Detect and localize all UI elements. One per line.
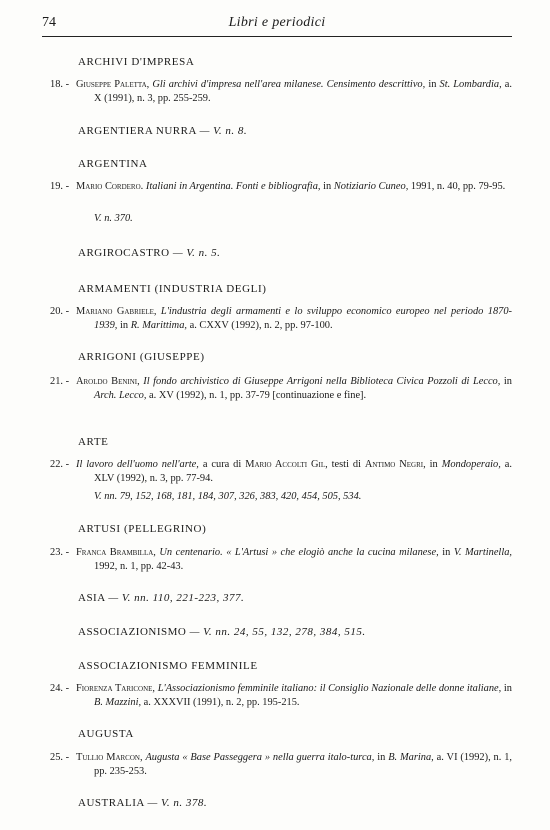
entry-journal: B. Marina,	[388, 752, 434, 763]
bib-entry-24	[50, 682, 512, 710]
entry-number: 24. -	[50, 683, 70, 694]
section-heading: AUGUSTA	[78, 728, 134, 740]
entry-number: 20. -	[50, 306, 70, 317]
section-heading: ARGENTINA	[78, 158, 148, 170]
entry-body: Tullio Marcon, Augusta « Base Passeggera » nella guerra italo-turca, in B. Marina, a. VI (1992), n. 1, pp. 235-253.	[76, 752, 513, 777]
entry-body: Mario Cordero. Italiani in Argentina. Fonti e bibliografia, in Notiziario Cuneo, 1991, n. 40, pp. 79-95.	[76, 181, 506, 192]
cross-reference: ASSOCIAZIONISMO — V. nn. 24, 55, 132, 278, 384, 515.	[78, 626, 366, 638]
section-heading: ARRIGONI (GIUSEPPE)	[78, 351, 205, 363]
entry-details: a. CXXV (1992), n. 2, pp. 97-100.	[189, 320, 333, 331]
entry-editor: Mario Accolti Gil,	[245, 459, 328, 470]
entry-details: a. VI (1992), n. 1, pp. 235-253.	[94, 752, 513, 777]
entry-body: Il lavoro dell'uomo nell'arte, a cura di Mario Accolti Gil, testi di Antimo Negri, in Mondoperaio, a. XLV (1992), n. 3, pp. 77-94.	[76, 459, 513, 484]
entry-body: Aroldo Benini, Il fondo archivistico di Giuseppe Arrigoni nella Biblioteca Civica Pozzoli di Lecco, in Arch. Lecco, a. XV (1992), n. 1, pp. 37-79 [continuazione e fine].	[76, 376, 512, 401]
section-heading: ASSOCIAZIONISMO FEMMINILE	[78, 660, 258, 672]
entry-number: 18. -	[50, 79, 70, 90]
entry-author: Fiorenza Taricone,	[76, 683, 156, 694]
entry-author: Mariano Gabriele,	[76, 306, 157, 317]
bib-entry-21	[50, 375, 512, 403]
see-also: V. n. 370.	[94, 213, 133, 224]
section-heading: ARTE	[78, 436, 109, 448]
bib-entry-23	[50, 546, 512, 574]
entry-body: Fiorenza Taricone, L'Associazionismo femminile italiano: il Consiglio Nazionale delle donne italiane, in B. Mazzini, a. XXXVII (1991), n. 2, pp. 195-215.	[76, 683, 512, 708]
entry-title: Un centenario. « L'Artusi » che elogiò anche la cucina milanese,	[159, 547, 439, 558]
entry-author: Tullio Marcon,	[76, 752, 143, 763]
page-header	[42, 14, 512, 37]
entry-title: Il fondo archivistico di Giuseppe Arrigoni nella Biblioteca Civica Pozzoli di Lecco,	[143, 376, 501, 387]
entry-number: 25. -	[50, 752, 70, 763]
entry-details: a. XLV (1992), n. 3, pp. 77-94.	[94, 459, 513, 484]
running-title: Libri e periodici	[228, 15, 326, 30]
entry-body: Mariano Gabriele, L'industria degli armamenti e lo sviluppo economico europeo nel periodo 1870-1939, in R. Marittima, a. CXXV (1992), n. 2, pp. 97-100.	[76, 306, 513, 331]
entry-journal: Mondoperaio,	[441, 459, 501, 470]
entry-title: L'industria degli armamenti e lo sviluppo economico europeo nel periodo 1870-1939,	[94, 306, 513, 331]
cross-reference: ASIA — V. nn. 110, 221-223, 377.	[78, 592, 245, 604]
cross-reference: AUSTRALIA — V. n. 378.	[78, 797, 208, 809]
entry-author: Mario Cordero.	[76, 181, 144, 192]
entry-author: Antimo Negri,	[364, 459, 426, 470]
entry-author: Giuseppe Paletta,	[76, 79, 150, 90]
entry-details: a. XV (1992), n. 1, pp. 37-79 [continuazione e fine].	[149, 390, 367, 401]
bib-entry-18	[50, 78, 512, 106]
entry-title: Italiani in Argentina. Fonti e bibliografia,	[145, 181, 321, 192]
page-number: 74	[42, 15, 56, 30]
section-heading: ARTUSI (PELLEGRINO)	[78, 523, 207, 535]
entry-title: L'Associazionismo femminile italiano: il Consiglio Nazionale delle donne italiane,	[157, 683, 502, 694]
bib-entry-22	[50, 458, 512, 486]
entry-details: 1991, n. 40, pp. 79-95.	[410, 181, 506, 192]
entry-details: 1992, n. 1, pp. 42-43.	[94, 561, 184, 572]
entry-journal: B. Mazzini,	[94, 697, 142, 708]
entry-details: a. X (1991), n. 3, pp. 255-259.	[94, 79, 512, 104]
entry-journal: V. Martinella,	[453, 547, 512, 558]
entry-number: 21. -	[50, 376, 70, 387]
see-also: V. nn. 79, 152, 168, 181, 184, 307, 326, 383, 420, 454, 505, 534.	[94, 491, 362, 502]
entry-number: 23. -	[50, 547, 70, 558]
entry-title: Augusta « Base Passeggera » nella guerra italo-turca,	[145, 752, 375, 763]
bib-entry-25	[50, 751, 512, 779]
entry-title: Gli archivi d'impresa nell'area milanese. Censimento descrittivo,	[152, 79, 426, 90]
entry-title: Il lavoro dell'uomo nell'arte,	[76, 459, 199, 470]
cross-reference: ARGIROCASTRO — V. n. 5.	[78, 247, 221, 259]
entry-journal: Arch. Lecco,	[94, 390, 147, 401]
section-heading: ARCHIVI D'IMPRESA	[78, 56, 195, 68]
entry-author: Aroldo Benini,	[76, 376, 140, 387]
entry-number: 19. -	[50, 181, 70, 192]
bib-entry-20	[50, 305, 512, 333]
section-heading: ARMAMENTI (INDUSTRIA DEGLI)	[78, 283, 267, 295]
entry-journal: St. Lombardia,	[439, 79, 502, 90]
entry-details: a. XXXVII (1991), n. 2, pp. 195-215.	[143, 697, 300, 708]
cross-reference: ARGENTIERA NURRA — V. n. 8.	[78, 125, 248, 137]
entry-journal: R. Marittima,	[130, 320, 187, 331]
entry-journal: Notiziario Cuneo,	[333, 181, 409, 192]
entry-author: Franca Brambilla,	[76, 547, 156, 558]
entry-body: Giuseppe Paletta, Gli archivi d'impresa nell'area milanese. Censimento descrittivo, in St. Lombardia, a. X (1991), n. 3, pp. 255-259.	[76, 79, 512, 104]
bib-entry-19	[50, 180, 512, 194]
entry-body: Franca Brambilla, Un centenario. « L'Artusi » che elogiò anche la cucina milanese, in V. Martinella, 1992, n. 1, pp. 42-43.	[76, 547, 512, 572]
entry-number: 22. -	[50, 459, 70, 470]
